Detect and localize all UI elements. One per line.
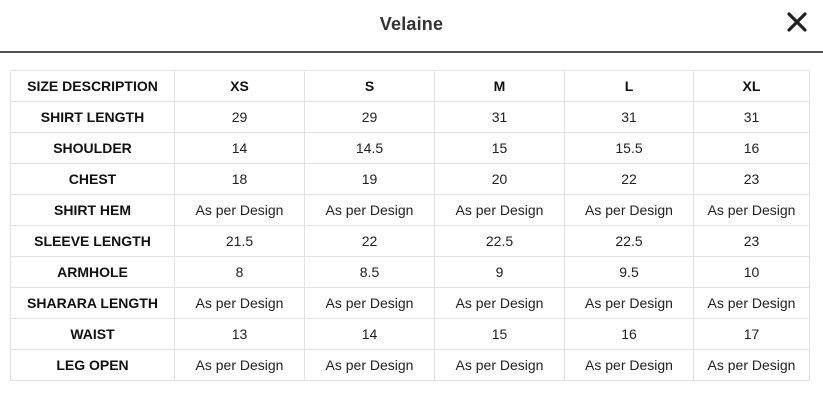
table-cell: As per Design (305, 195, 435, 226)
table-cell: As per Design (565, 350, 694, 381)
table-cell: 22 (305, 226, 435, 257)
table-cell: 8.5 (305, 257, 435, 288)
table-cell: 15.5 (565, 133, 694, 164)
table-row (11, 102, 810, 133)
table-cell: As per Design (435, 195, 565, 226)
table-row (11, 133, 810, 164)
table-cell: 22 (565, 164, 694, 195)
table-row (11, 164, 810, 195)
table-cell: As per Design (305, 350, 435, 381)
column-header-size-xl: XL (694, 71, 810, 102)
column-header-size-xs: XS (175, 71, 305, 102)
table-cell: 10 (694, 257, 810, 288)
table-cell: As per Design (565, 288, 694, 319)
column-header-size-m: M (435, 71, 565, 102)
row-label: SHARARA LENGTH (11, 288, 175, 319)
table-cell: As per Design (175, 350, 305, 381)
table-row (11, 195, 810, 226)
table-cell: 9.5 (565, 257, 694, 288)
table-cell: 20 (435, 164, 565, 195)
table-body (11, 102, 810, 381)
table-cell: 23 (694, 226, 810, 257)
table-cell: 13 (175, 319, 305, 350)
row-label: SHIRT LENGTH (11, 102, 175, 133)
table-cell: As per Design (565, 195, 694, 226)
table-cell: As per Design (435, 288, 565, 319)
table-cell: As per Design (305, 288, 435, 319)
table-cell: 22.5 (565, 226, 694, 257)
table-row (11, 288, 810, 319)
table-cell: As per Design (175, 288, 305, 319)
table-cell: 15 (435, 133, 565, 164)
close-icon (785, 9, 809, 35)
table-cell: 14 (305, 319, 435, 350)
modal-header (0, 0, 823, 53)
table-cell: 16 (694, 133, 810, 164)
table-header-row (11, 71, 810, 102)
table-cell: 17 (694, 319, 810, 350)
column-header-size-description: SIZE DESCRIPTION (11, 71, 175, 102)
table-cell: 18 (175, 164, 305, 195)
size-table (10, 70, 810, 381)
column-header-size-l: L (565, 71, 694, 102)
table-cell: 22.5 (435, 226, 565, 257)
table-cell: 16 (565, 319, 694, 350)
row-label: WAIST (11, 319, 175, 350)
table-cell: 8 (175, 257, 305, 288)
table-row (11, 226, 810, 257)
table-cell: As per Design (435, 350, 565, 381)
modal-title: Velaine (379, 14, 444, 34)
table-cell: As per Design (694, 288, 810, 319)
table-cell: 31 (435, 102, 565, 133)
table-cell: As per Design (694, 195, 810, 226)
table-cell: 21.5 (175, 226, 305, 257)
table-cell: 9 (435, 257, 565, 288)
size-table-container (10, 70, 809, 381)
table-cell: 23 (694, 164, 810, 195)
table-cell: 14 (175, 133, 305, 164)
table-cell: 15 (435, 319, 565, 350)
table-cell: 14.5 (305, 133, 435, 164)
row-label: CHEST (11, 164, 175, 195)
table-cell: As per Design (175, 195, 305, 226)
table-cell: As per Design (694, 350, 810, 381)
column-header-size-s: S (305, 71, 435, 102)
table-cell: 19 (305, 164, 435, 195)
table-cell: 31 (565, 102, 694, 133)
row-label: SHIRT HEM (11, 195, 175, 226)
table-cell: 29 (175, 102, 305, 133)
table-cell: 29 (305, 102, 435, 133)
row-label: SHOULDER (11, 133, 175, 164)
table-cell: 31 (694, 102, 810, 133)
close-button[interactable] (785, 9, 809, 35)
table-row (11, 257, 810, 288)
row-label: SLEEVE LENGTH (11, 226, 175, 257)
table-row (11, 350, 810, 381)
row-label: ARMHOLE (11, 257, 175, 288)
row-label: LEG OPEN (11, 350, 175, 381)
table-row (11, 319, 810, 350)
